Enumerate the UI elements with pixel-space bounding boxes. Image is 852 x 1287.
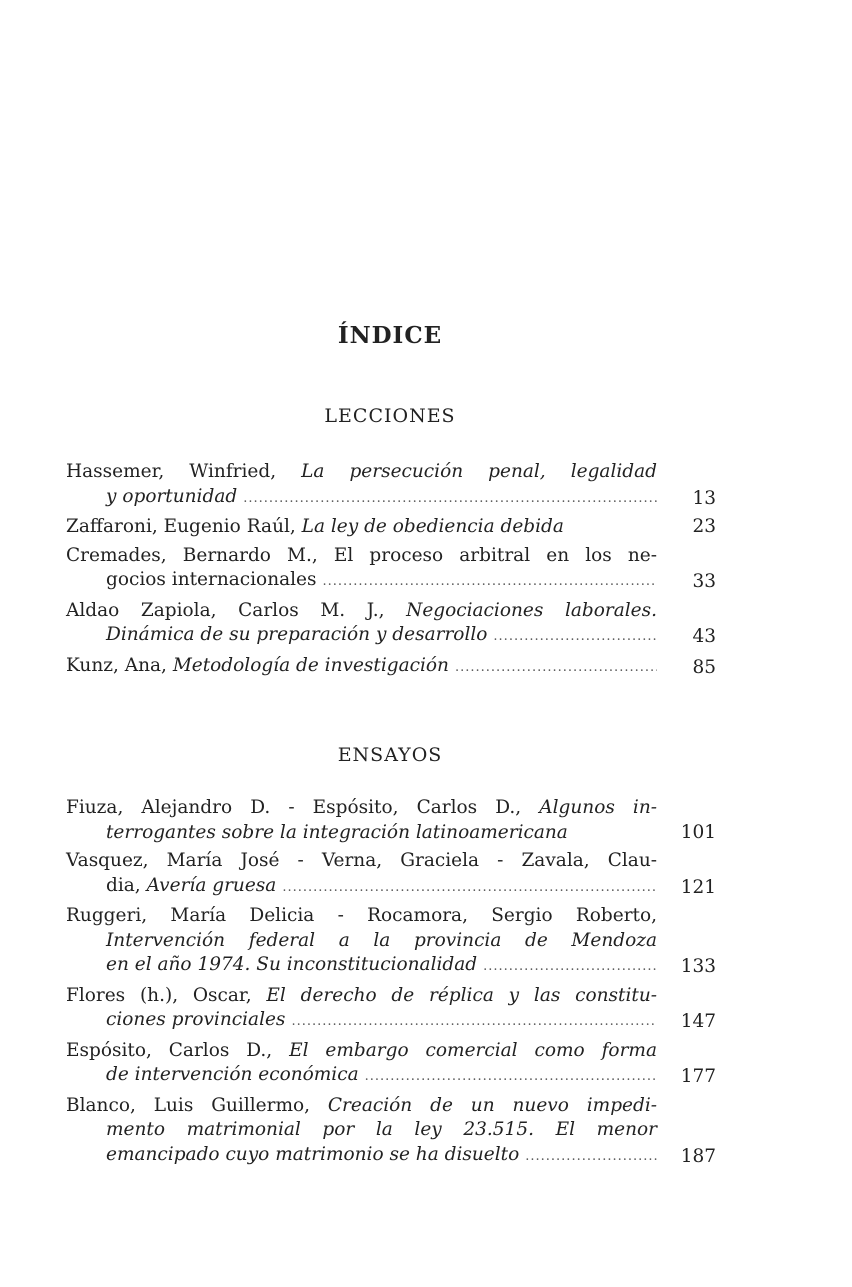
toc-entry-text (66, 1094, 657, 1170)
toc-entry-title: y oportunidad (106, 485, 238, 507)
toc-entry-title: emancipado cuyo matrimonio se ha disuelto (106, 1143, 520, 1165)
toc-entry-author: Zaffaroni, Eugenio Raúl, (66, 516, 302, 537)
toc-page-number: 43 (692, 626, 716, 647)
toc-entry-text (66, 1039, 657, 1090)
index-title: ÍNDICE (337, 322, 443, 349)
toc-entry-line (66, 1143, 657, 1170)
toc-entry-line (66, 623, 657, 650)
toc-entry-author: Blanco, Luis Guillermo, (66, 1094, 328, 1116)
toc-entry-title: Intervención federal a la provincia de Mendoza (106, 929, 657, 951)
toc-entry-line (66, 904, 657, 929)
toc-entry-title: terrogantes sobre la integración latinoamericana (106, 821, 568, 843)
toc-entry-text (66, 460, 657, 511)
toc-entry-line (66, 544, 657, 569)
dot-leader (493, 625, 657, 650)
toc-entry-line (66, 599, 657, 624)
toc-page-number: 23 (692, 516, 716, 537)
toc-entry-author: Flores (h.), Oscar, (66, 984, 267, 1006)
lecciones-entries (66, 460, 716, 684)
dot-leader (291, 1010, 657, 1035)
toc-entry-line (66, 1008, 657, 1035)
toc-entry-line (66, 568, 657, 595)
toc-entry[interactable] (66, 904, 716, 980)
toc-page-number: 13 (692, 487, 716, 509)
toc-entry-text (66, 544, 657, 595)
toc-entry-title: Avería gruesa (146, 874, 277, 896)
toc-entry-author: Aldao Zapiola, Carlos M. J., (66, 599, 407, 621)
toc-entry-author: Hassemer, Winfried, (66, 461, 302, 482)
toc-entry-text (66, 904, 657, 980)
toc-page-number: 121 (680, 876, 716, 898)
dot-leader (525, 1145, 657, 1170)
toc-entry-author: Ruggeri, María Delicia - Rocamora, Sergio Roberto, (66, 905, 657, 926)
toc-entry-author: Espósito, Carlos D., (66, 1039, 290, 1061)
dot-leader (365, 1065, 657, 1090)
toc-entry-line (66, 1094, 657, 1119)
toc-entry-author: Fiuza, Alejandro D. - Espósito, Carlos D., (66, 797, 540, 818)
dot-leader (455, 656, 657, 681)
toc-entry[interactable] (66, 544, 716, 595)
toc-page-number: 177 (680, 1066, 716, 1087)
toc-entry-line (66, 929, 657, 954)
toc-entry-text (66, 654, 657, 681)
toc-entry[interactable] (66, 1094, 716, 1170)
toc-entry-line (66, 984, 657, 1009)
toc-entry-line (66, 654, 657, 681)
toc-entry-title: en el año 1974. Su inconstitucionalidad (106, 954, 478, 975)
toc-entry-author: Kunz, Ana, (66, 654, 173, 676)
toc-entry-title: Creación de un nuevo impedi- (327, 1094, 658, 1116)
dot-leader (282, 876, 657, 901)
toc-page-number: 187 (680, 1145, 716, 1167)
toc-entry-title: Dinámica de su preparación y desarrollo (106, 624, 488, 645)
toc-entry-text (66, 515, 657, 540)
toc-entry-author: Cremades, Bernardo M., El proceso arbitral en los ne- (66, 544, 657, 566)
toc-entry-text (66, 849, 657, 900)
toc-entry-line (66, 953, 657, 980)
toc-entry-title: La ley de obediencia debida (301, 516, 564, 537)
ensayos-entries (66, 796, 716, 1173)
toc-entry-title: Metodología de investigación (172, 654, 449, 676)
toc-entry-line (66, 515, 657, 540)
toc-page-number: 101 (680, 821, 716, 843)
toc-entry[interactable] (66, 654, 716, 681)
toc-entry-text (66, 796, 657, 845)
toc-entry[interactable] (66, 599, 716, 650)
toc-entry-author: gocios internacionales (106, 569, 317, 590)
toc-entry-title: de intervención económica (106, 1064, 359, 1085)
toc-entry[interactable] (66, 984, 716, 1035)
toc-entry-title: El derecho de réplica y las constitu- (266, 984, 657, 1006)
toc-entry-line (66, 1063, 657, 1090)
toc-entry-line (66, 849, 657, 874)
toc-entry-title: mento matrimonial por la ley 23.515. El menor (106, 1119, 657, 1140)
toc-page-number: 85 (692, 656, 716, 678)
toc-page-number: 33 (692, 571, 716, 592)
toc-entry[interactable] (66, 849, 716, 900)
toc-entry-line (66, 874, 657, 901)
toc-entry-line (66, 821, 657, 846)
toc-entry-line (66, 1118, 657, 1143)
toc-entry-line (66, 460, 657, 485)
toc-entry[interactable] (66, 460, 716, 511)
toc-entry-title: Negociaciones laborales. (406, 599, 657, 621)
dot-leader (323, 570, 658, 595)
toc-page-number: 133 (680, 956, 716, 977)
toc-entry-title: ciones provinciales (106, 1009, 286, 1030)
section-title-lecciones: LECCIONES (324, 405, 456, 427)
dot-leader (243, 487, 657, 512)
toc-entry-text (66, 599, 657, 650)
toc-entry[interactable] (66, 796, 716, 845)
toc-entry-line (66, 796, 657, 821)
toc-page-number: 147 (680, 1011, 716, 1032)
toc-entry-author: Vasquez, María José - Verna, Graciela - Zavala, Clau- (66, 850, 657, 871)
toc-entry-line (66, 485, 657, 512)
toc-entry-title: El embargo comercial como forma (289, 1039, 657, 1061)
toc-entry[interactable] (66, 515, 716, 540)
toc-entry-text (66, 984, 657, 1035)
toc-entry-title: La persecución penal, legalidad (301, 461, 657, 482)
toc-entry-line (66, 1039, 657, 1064)
toc-entry[interactable] (66, 1039, 716, 1090)
dot-leader (483, 955, 657, 980)
toc-entry-author: dia, (106, 874, 147, 896)
toc-entry-title: Algunos in- (539, 797, 657, 818)
section-title-ensayos: ENSAYOS (337, 744, 443, 766)
